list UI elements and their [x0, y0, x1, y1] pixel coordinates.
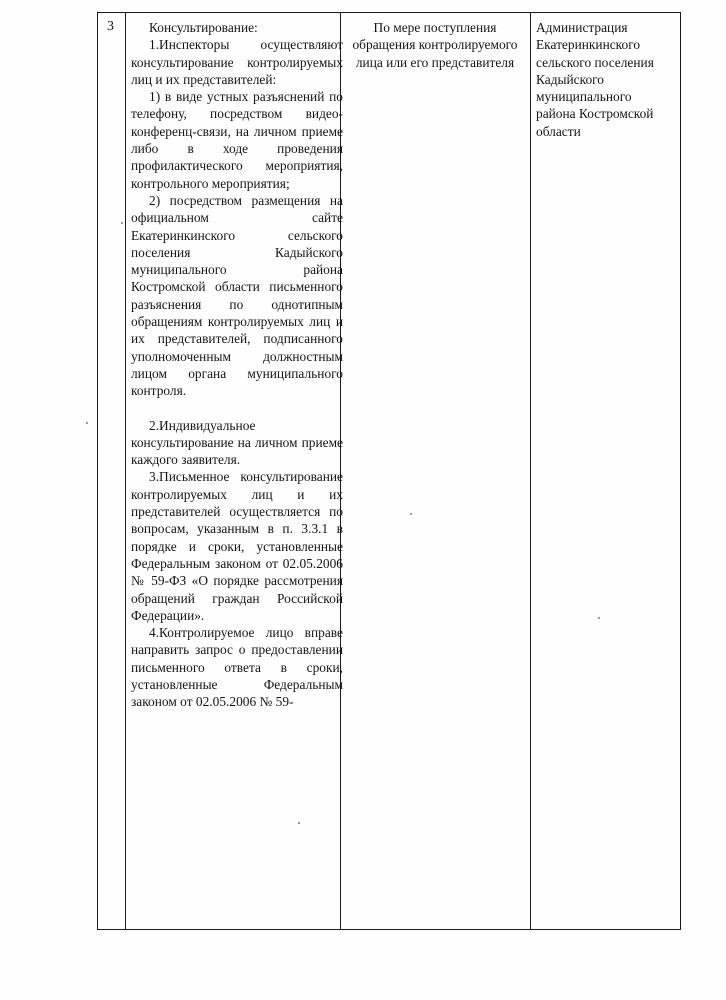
scan-speck: [86, 422, 88, 424]
table-top-border: [97, 12, 681, 13]
content-paragraph: 2) посредством размещения на официальном сайте Екатеринкинского сельского поселения Кадыйского муниципального района Костромской области письменного разъяснения по однотипным обращениям контролируемых лиц и их представителей, подписанного уполномоченным должностным лицом органа муниципального контроля.: [131, 192, 343, 399]
responsible-cell: Администрация Екатеринкинского сельского поселения Кадыйского муниципального района Костромской области: [536, 20, 654, 139]
table-bottom-border: [97, 929, 681, 930]
content-paragraph: 2.Индивидуальное консультирование на личном приеме каждого заявителя.: [131, 417, 343, 468]
column-divider-3: [530, 12, 531, 930]
content-paragraph: Консультирование:: [149, 20, 258, 35]
scan-speck: [121, 222, 123, 224]
content-paragraph: 1.Инспекторы осуществляют консультирование контролируемых лиц и их представителей:: [131, 37, 343, 87]
paragraph-gap: [131, 400, 343, 417]
content-paragraph: 1) в виде устных разъяснений по телефону, посредством видео-конференц-связи, на личном приеме либо в ходе проведения профилактического мероприятия, контрольного мероприятия;: [131, 89, 343, 191]
timing-cell: По мере поступления обращения контролируемого лица или его представителя: [352, 20, 518, 70]
consultation-content-cell: [131, 19, 343, 711]
table-right-border: [680, 12, 681, 930]
content-paragraph: 3.Письменное консультирование контролируемых лиц и их представителей осуществляется по вопросам, указанным в п. 3.3.1 в порядке и сроки, установленные Федеральным законом от 02.05.2006 № 59-ФЗ «О порядке рассмотрения обращений граждан Российской Федерации».: [131, 469, 343, 623]
row-number: 3: [107, 19, 114, 34]
scan-speck: [298, 822, 300, 824]
column-divider-1: [125, 12, 126, 930]
table-left-border: [97, 12, 98, 930]
content-paragraph: 4.Контролируемое лицо вправе направить запрос о предоставлении письменного ответа в сроки, установленные Федеральным законом от 02.05.2006 № 59-: [131, 625, 343, 710]
scan-speck: [410, 513, 412, 515]
scan-speck: [598, 617, 600, 619]
